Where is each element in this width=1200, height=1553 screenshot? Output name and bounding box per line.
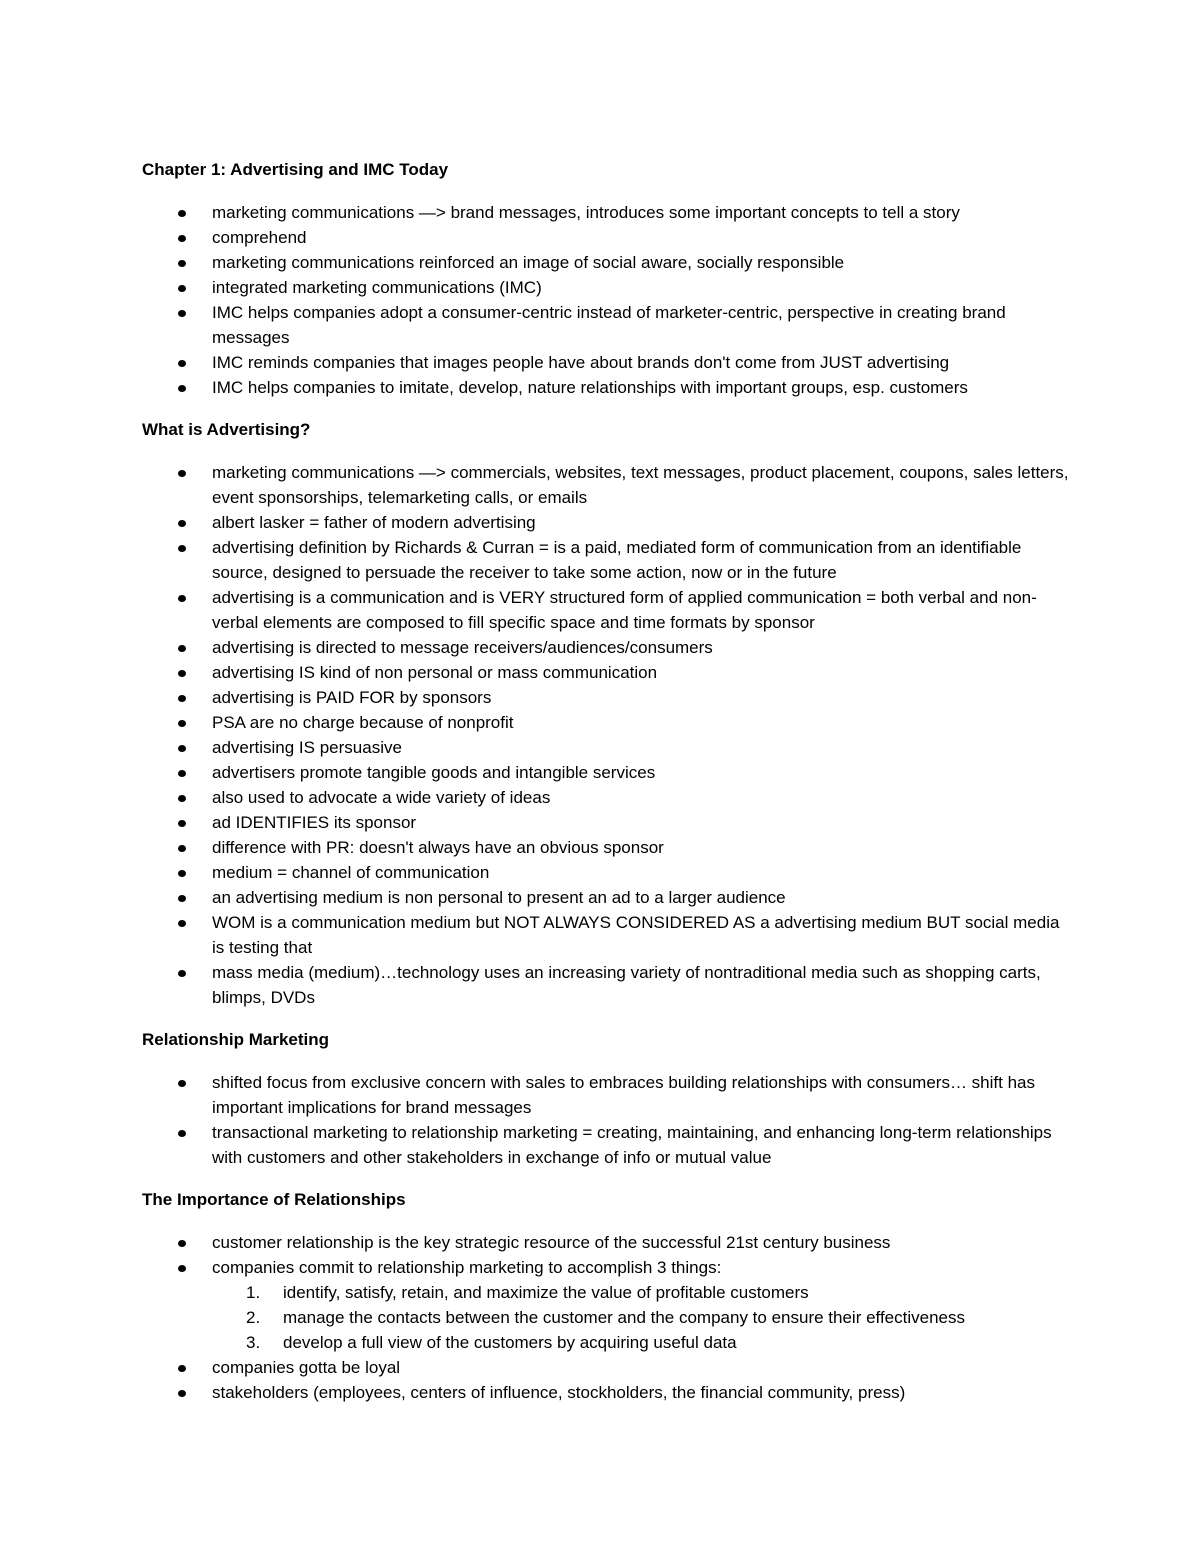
spacer bbox=[142, 400, 1072, 417]
spacer bbox=[142, 1010, 1072, 1027]
bullet-icon bbox=[178, 870, 186, 877]
spacer bbox=[142, 1052, 1072, 1070]
list-item-text: advertising is PAID FOR by sponsors bbox=[212, 688, 492, 707]
numbered-sublist bbox=[142, 1280, 1072, 1355]
list-item-text: comprehend bbox=[212, 228, 307, 247]
list-item-text: advertising is a communication and is VERY structured form of applied communication = both verbal and non-verbal elements are composed to fill specific space and time formats by sponsor bbox=[212, 588, 1037, 632]
list-item bbox=[142, 1255, 1072, 1280]
list-item-text: companies commit to relationship marketing to accomplish 3 things: bbox=[212, 1258, 722, 1277]
list-item-text: advertising IS kind of non personal or mass communication bbox=[212, 663, 658, 682]
list-item-text: advertising is directed to message receivers/audiences/consumers bbox=[212, 638, 713, 657]
list-item-text: advertising definition by Richards & Curran = is a paid, mediated form of communication from an identifiable source, designed to persuade the receiver to take some action, now or in the future bbox=[212, 538, 1022, 582]
bullet-icon bbox=[178, 720, 186, 727]
bullet-list-relationship-marketing bbox=[142, 1070, 1072, 1170]
bullet-icon bbox=[178, 385, 186, 392]
list-item bbox=[142, 300, 1072, 350]
bullet-icon bbox=[178, 1080, 186, 1087]
bullet-icon bbox=[178, 920, 186, 927]
bullet-icon bbox=[178, 745, 186, 752]
list-item bbox=[142, 760, 1072, 785]
list-item bbox=[142, 1355, 1072, 1380]
list-item bbox=[142, 960, 1072, 1010]
spacer bbox=[142, 1170, 1072, 1187]
spacer bbox=[142, 182, 1072, 200]
list-item-text: medium = channel of communication bbox=[212, 863, 490, 882]
bullet-icon bbox=[178, 1130, 186, 1137]
numbered-item bbox=[142, 1330, 1072, 1355]
bullet-icon bbox=[178, 520, 186, 527]
bullet-icon bbox=[178, 260, 186, 267]
list-item bbox=[142, 910, 1072, 960]
list-item bbox=[142, 1380, 1072, 1405]
list-item bbox=[142, 510, 1072, 535]
bullet-icon bbox=[178, 770, 186, 777]
list-item-text: marketing communications reinforced an image of social aware, socially responsible bbox=[212, 253, 845, 272]
list-item-text: companies gotta be loyal bbox=[212, 1358, 401, 1377]
bullet-icon bbox=[178, 470, 186, 477]
list-item bbox=[142, 250, 1072, 275]
list-item-text: mass media (medium)…technology uses an increasing variety of nontraditional media such as shopping carts, blimps, DVDs bbox=[212, 963, 1041, 1007]
section-heading-what-is-advertising: What is Advertising? bbox=[142, 420, 311, 439]
bullet-icon bbox=[178, 285, 186, 292]
list-item-text: IMC helps companies to imitate, develop, nature relationships with important groups, esp. customers bbox=[212, 378, 968, 397]
list-item bbox=[142, 710, 1072, 735]
list-item-text: WOM is a communication medium but NOT ALWAYS CONSIDERED AS a advertising medium BUT social media is testing that bbox=[212, 913, 1060, 957]
list-item bbox=[142, 460, 1072, 510]
item-number: 1. bbox=[246, 1283, 261, 1302]
list-item-text: IMC reminds companies that images people have about brands don't come from JUST advertising bbox=[212, 353, 950, 372]
list-item bbox=[142, 810, 1072, 835]
list-item-text: marketing communications —> commercials, websites, text messages, product placement, coupons, sales letters, event sponsorships, telemarketing calls, or emails bbox=[212, 463, 1069, 507]
document-page bbox=[142, 157, 1072, 1405]
bullet-list-what-is-advertising bbox=[142, 460, 1072, 1010]
list-item-text: marketing communications —> brand messages, introduces some important concepts to tell a story bbox=[212, 203, 960, 222]
bullet-icon bbox=[178, 210, 186, 217]
list-item bbox=[142, 1120, 1072, 1170]
list-item bbox=[142, 685, 1072, 710]
list-item bbox=[142, 585, 1072, 635]
list-item bbox=[142, 885, 1072, 910]
list-item-text: advertising IS persuasive bbox=[212, 738, 402, 757]
list-item-text: transactional marketing to relationship marketing = creating, maintaining, and enhancing long-term relationships with customers and other stakeholders in exchange of info or mutual value bbox=[212, 1123, 1052, 1167]
numbered-item-text: identify, satisfy, retain, and maximize the value of profitable customers bbox=[283, 1283, 809, 1302]
numbered-item bbox=[142, 1280, 1072, 1305]
list-item bbox=[142, 1230, 1072, 1255]
list-item-text: customer relationship is the key strategic resource of the successful 21st century business bbox=[212, 1233, 891, 1252]
item-number: 3. bbox=[246, 1333, 261, 1352]
list-item bbox=[142, 375, 1072, 400]
list-item-text: an advertising medium is non personal to present an ad to a larger audience bbox=[212, 888, 786, 907]
list-item-text: integrated marketing communications (IMC) bbox=[212, 278, 542, 297]
list-item bbox=[142, 535, 1072, 585]
list-item-text: IMC helps companies adopt a consumer-centric instead of marketer-centric, perspective in creating brand messages bbox=[212, 303, 1006, 347]
bullet-icon bbox=[178, 695, 186, 702]
section-heading-chapter-1: Chapter 1: Advertising and IMC Today bbox=[142, 160, 449, 179]
list-item-text: difference with PR: doesn't always have an obvious sponsor bbox=[212, 838, 664, 857]
bullet-icon bbox=[178, 645, 186, 652]
numbered-item-text: develop a full view of the customers by acquiring useful data bbox=[283, 1333, 737, 1352]
list-item-text: ad IDENTIFIES its sponsor bbox=[212, 813, 417, 832]
bullet-icon bbox=[178, 795, 186, 802]
list-item bbox=[142, 1070, 1072, 1120]
list-item bbox=[142, 225, 1072, 250]
list-item bbox=[142, 785, 1072, 810]
bullet-icon bbox=[178, 1265, 186, 1272]
list-item bbox=[142, 835, 1072, 860]
list-item bbox=[142, 860, 1072, 885]
list-item bbox=[142, 660, 1072, 685]
list-item bbox=[142, 735, 1072, 760]
bullet-icon bbox=[178, 670, 186, 677]
section-heading-relationship-marketing: Relationship Marketing bbox=[142, 1030, 330, 1049]
bullet-icon bbox=[178, 545, 186, 552]
list-item bbox=[142, 350, 1072, 375]
list-item-text: shifted focus from exclusive concern with sales to embraces building relationships with consumers… shift has important implications for brand messages bbox=[212, 1073, 1035, 1117]
list-item-text: albert lasker = father of modern advertising bbox=[212, 513, 536, 532]
bullet-icon bbox=[178, 235, 186, 242]
spacer bbox=[142, 1212, 1072, 1230]
bullet-list-importance-of-relationships-continued bbox=[142, 1355, 1072, 1405]
bullet-list-chapter-1 bbox=[142, 200, 1072, 400]
bullet-icon bbox=[178, 360, 186, 367]
numbered-item-text: manage the contacts between the customer and the company to ensure their effectiveness bbox=[283, 1308, 965, 1327]
bullet-icon bbox=[178, 1240, 186, 1247]
bullet-icon bbox=[178, 595, 186, 602]
spacer bbox=[142, 442, 1072, 460]
item-number: 2. bbox=[246, 1308, 261, 1327]
bullet-icon bbox=[178, 970, 186, 977]
bullet-icon bbox=[178, 1365, 186, 1372]
bullet-icon bbox=[178, 820, 186, 827]
list-item-text: PSA are no charge because of nonprofit bbox=[212, 713, 514, 732]
list-item-text: also used to advocate a wide variety of ideas bbox=[212, 788, 551, 807]
list-item bbox=[142, 635, 1072, 660]
list-item bbox=[142, 275, 1072, 300]
section-heading-importance-of-relationships: The Importance of Relationships bbox=[142, 1190, 406, 1209]
bullet-icon bbox=[178, 845, 186, 852]
bullet-list-importance-of-relationships bbox=[142, 1230, 1072, 1280]
list-item-text: stakeholders (employees, centers of influence, stockholders, the financial community, press) bbox=[212, 1383, 906, 1402]
numbered-item bbox=[142, 1305, 1072, 1330]
bullet-icon bbox=[178, 1390, 186, 1397]
bullet-icon bbox=[178, 310, 186, 317]
list-item-text: advertisers promote tangible goods and intangible services bbox=[212, 763, 656, 782]
list-item bbox=[142, 200, 1072, 225]
bullet-icon bbox=[178, 895, 186, 902]
